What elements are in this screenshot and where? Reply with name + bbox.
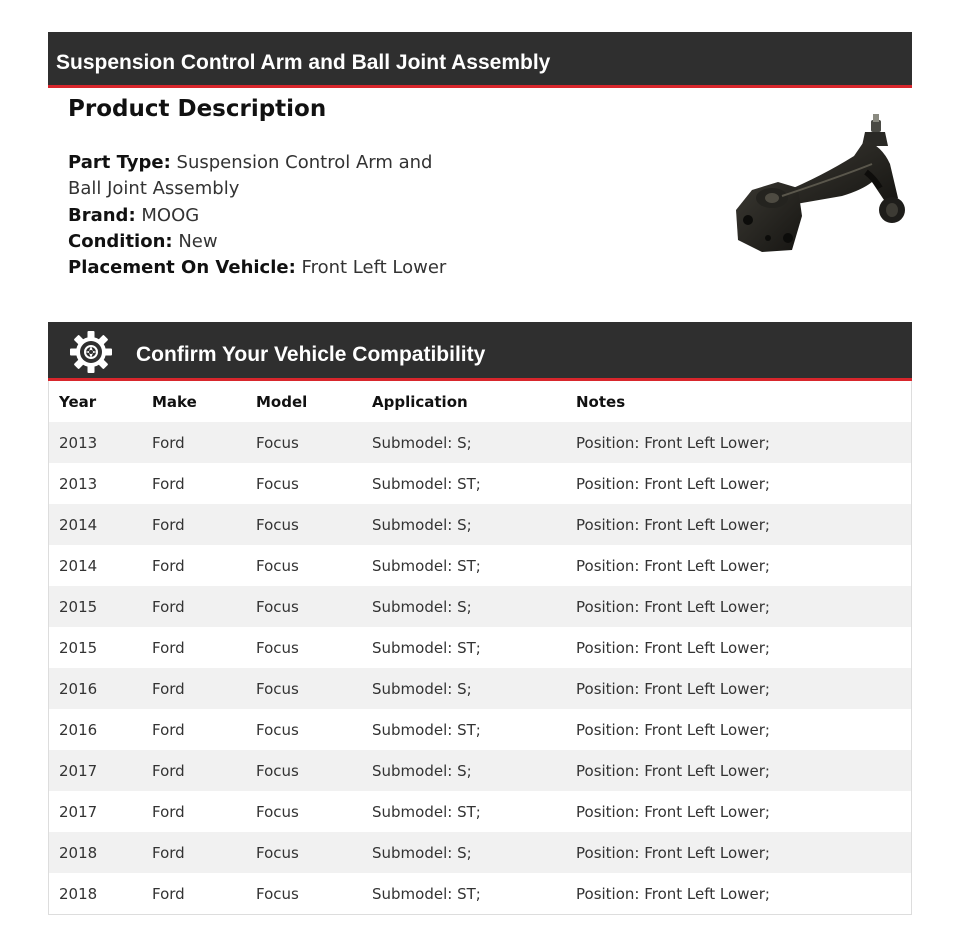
brand-label: Brand: <box>68 204 136 226</box>
cell-application: Submodel: ST; <box>372 556 481 575</box>
cell-make: Ford <box>152 843 185 862</box>
title-bar <box>48 32 912 88</box>
cell-notes: Position: Front Left Lower; <box>576 802 770 821</box>
column-header-year: Year <box>59 392 97 411</box>
cell-notes: Position: Front Left Lower; <box>576 679 770 698</box>
cell-model: Focus <box>256 556 299 575</box>
product-description-heading: Product Description <box>68 96 327 122</box>
table-row <box>49 504 912 545</box>
cell-make: Ford <box>152 802 185 821</box>
cell-notes: Position: Front Left Lower; <box>576 597 770 616</box>
cell-year: 2018 <box>59 884 98 903</box>
brand-value: MOOG <box>141 204 200 226</box>
cell-model: Focus <box>256 638 299 657</box>
cell-application: Submodel: ST; <box>372 884 481 903</box>
cell-model: Focus <box>256 515 299 534</box>
cell-application: Submodel: ST; <box>372 638 481 657</box>
condition-row <box>68 229 448 255</box>
table-row <box>49 709 912 750</box>
cell-notes: Position: Front Left Lower; <box>576 843 770 862</box>
cell-make: Ford <box>152 597 185 616</box>
placement-row <box>68 255 448 281</box>
placement-value: Front Left Lower <box>301 257 447 279</box>
cell-make: Ford <box>152 474 185 493</box>
cell-year: 2017 <box>59 761 98 780</box>
cell-make: Ford <box>152 761 185 780</box>
brand-row <box>68 203 448 229</box>
cell-make: Ford <box>152 720 185 739</box>
cell-make: Ford <box>152 556 185 575</box>
page-title: Suspension Control Arm and Ball Joint Assembly <box>56 51 551 74</box>
cell-make: Ford <box>152 679 185 698</box>
table-row <box>49 750 912 791</box>
product-description-list <box>68 150 448 281</box>
cell-application: Submodel: S; <box>372 515 472 534</box>
cell-year: 2015 <box>59 597 98 616</box>
table-row <box>49 791 912 832</box>
cell-notes: Position: Front Left Lower; <box>576 515 770 534</box>
column-header-model: Model <box>256 392 308 411</box>
cell-application: Submodel: ST; <box>372 802 481 821</box>
cell-application: Submodel: S; <box>372 433 472 452</box>
cell-model: Focus <box>256 720 299 739</box>
table-row <box>49 873 912 915</box>
cell-model: Focus <box>256 843 299 862</box>
part-type-value: Suspension Control Arm and Ball Joint Assembly <box>68 152 433 200</box>
cell-notes: Position: Front Left Lower; <box>576 638 770 657</box>
table-row <box>49 668 912 709</box>
cell-model: Focus <box>256 597 299 616</box>
cell-notes: Position: Front Left Lower; <box>576 556 770 575</box>
cell-application: Submodel: S; <box>372 843 472 862</box>
cell-application: Submodel: ST; <box>372 474 481 493</box>
compatibility-bar <box>48 322 912 381</box>
cell-model: Focus <box>256 761 299 780</box>
cell-model: Focus <box>256 679 299 698</box>
cell-notes: Position: Front Left Lower; <box>576 433 770 452</box>
cell-application: Submodel: S; <box>372 761 472 780</box>
placement-label: Placement On Vehicle: <box>68 257 296 279</box>
part-type-label: Part Type: <box>68 152 171 173</box>
cell-notes: Position: Front Left Lower; <box>576 884 770 903</box>
part-type-row <box>68 150 448 203</box>
cell-year: 2013 <box>59 433 98 452</box>
cell-year: 2015 <box>59 638 98 657</box>
cell-make: Ford <box>152 884 185 903</box>
cell-notes: Position: Front Left Lower; <box>576 474 770 493</box>
cell-year: 2017 <box>59 802 98 821</box>
cell-year: 2013 <box>59 474 98 493</box>
compatibility-title: Confirm Your Vehicle Compatibility <box>136 343 486 366</box>
cell-make: Ford <box>152 638 185 657</box>
cell-model: Focus <box>256 474 299 493</box>
cell-year: 2016 <box>59 720 98 739</box>
table-row <box>49 463 912 504</box>
gear-icon <box>70 331 112 373</box>
column-header-application: Application <box>372 392 468 411</box>
column-header-make: Make <box>152 392 197 411</box>
cell-make: Ford <box>152 433 185 452</box>
compatibility-table <box>48 381 912 915</box>
control-arm-product-image <box>722 112 912 262</box>
cell-year: 2014 <box>59 515 98 534</box>
cell-model: Focus <box>256 433 299 452</box>
table-row <box>49 832 912 873</box>
table-row <box>49 545 912 586</box>
cell-year: 2016 <box>59 679 98 698</box>
cell-model: Focus <box>256 884 299 903</box>
cell-notes: Position: Front Left Lower; <box>576 761 770 780</box>
cell-notes: Position: Front Left Lower; <box>576 720 770 739</box>
table-header-row <box>49 381 912 422</box>
condition-value: New <box>178 230 218 252</box>
cell-year: 2018 <box>59 843 98 862</box>
cell-application: Submodel: ST; <box>372 720 481 739</box>
table-row <box>49 627 912 668</box>
cell-application: Submodel: S; <box>372 597 472 616</box>
cell-model: Focus <box>256 802 299 821</box>
table-row <box>49 586 912 627</box>
cell-application: Submodel: S; <box>372 679 472 698</box>
cell-year: 2014 <box>59 556 98 575</box>
table-row <box>49 422 912 463</box>
cell-make: Ford <box>152 515 185 534</box>
condition-label: Condition: <box>68 230 173 252</box>
column-header-notes: Notes <box>576 392 626 411</box>
